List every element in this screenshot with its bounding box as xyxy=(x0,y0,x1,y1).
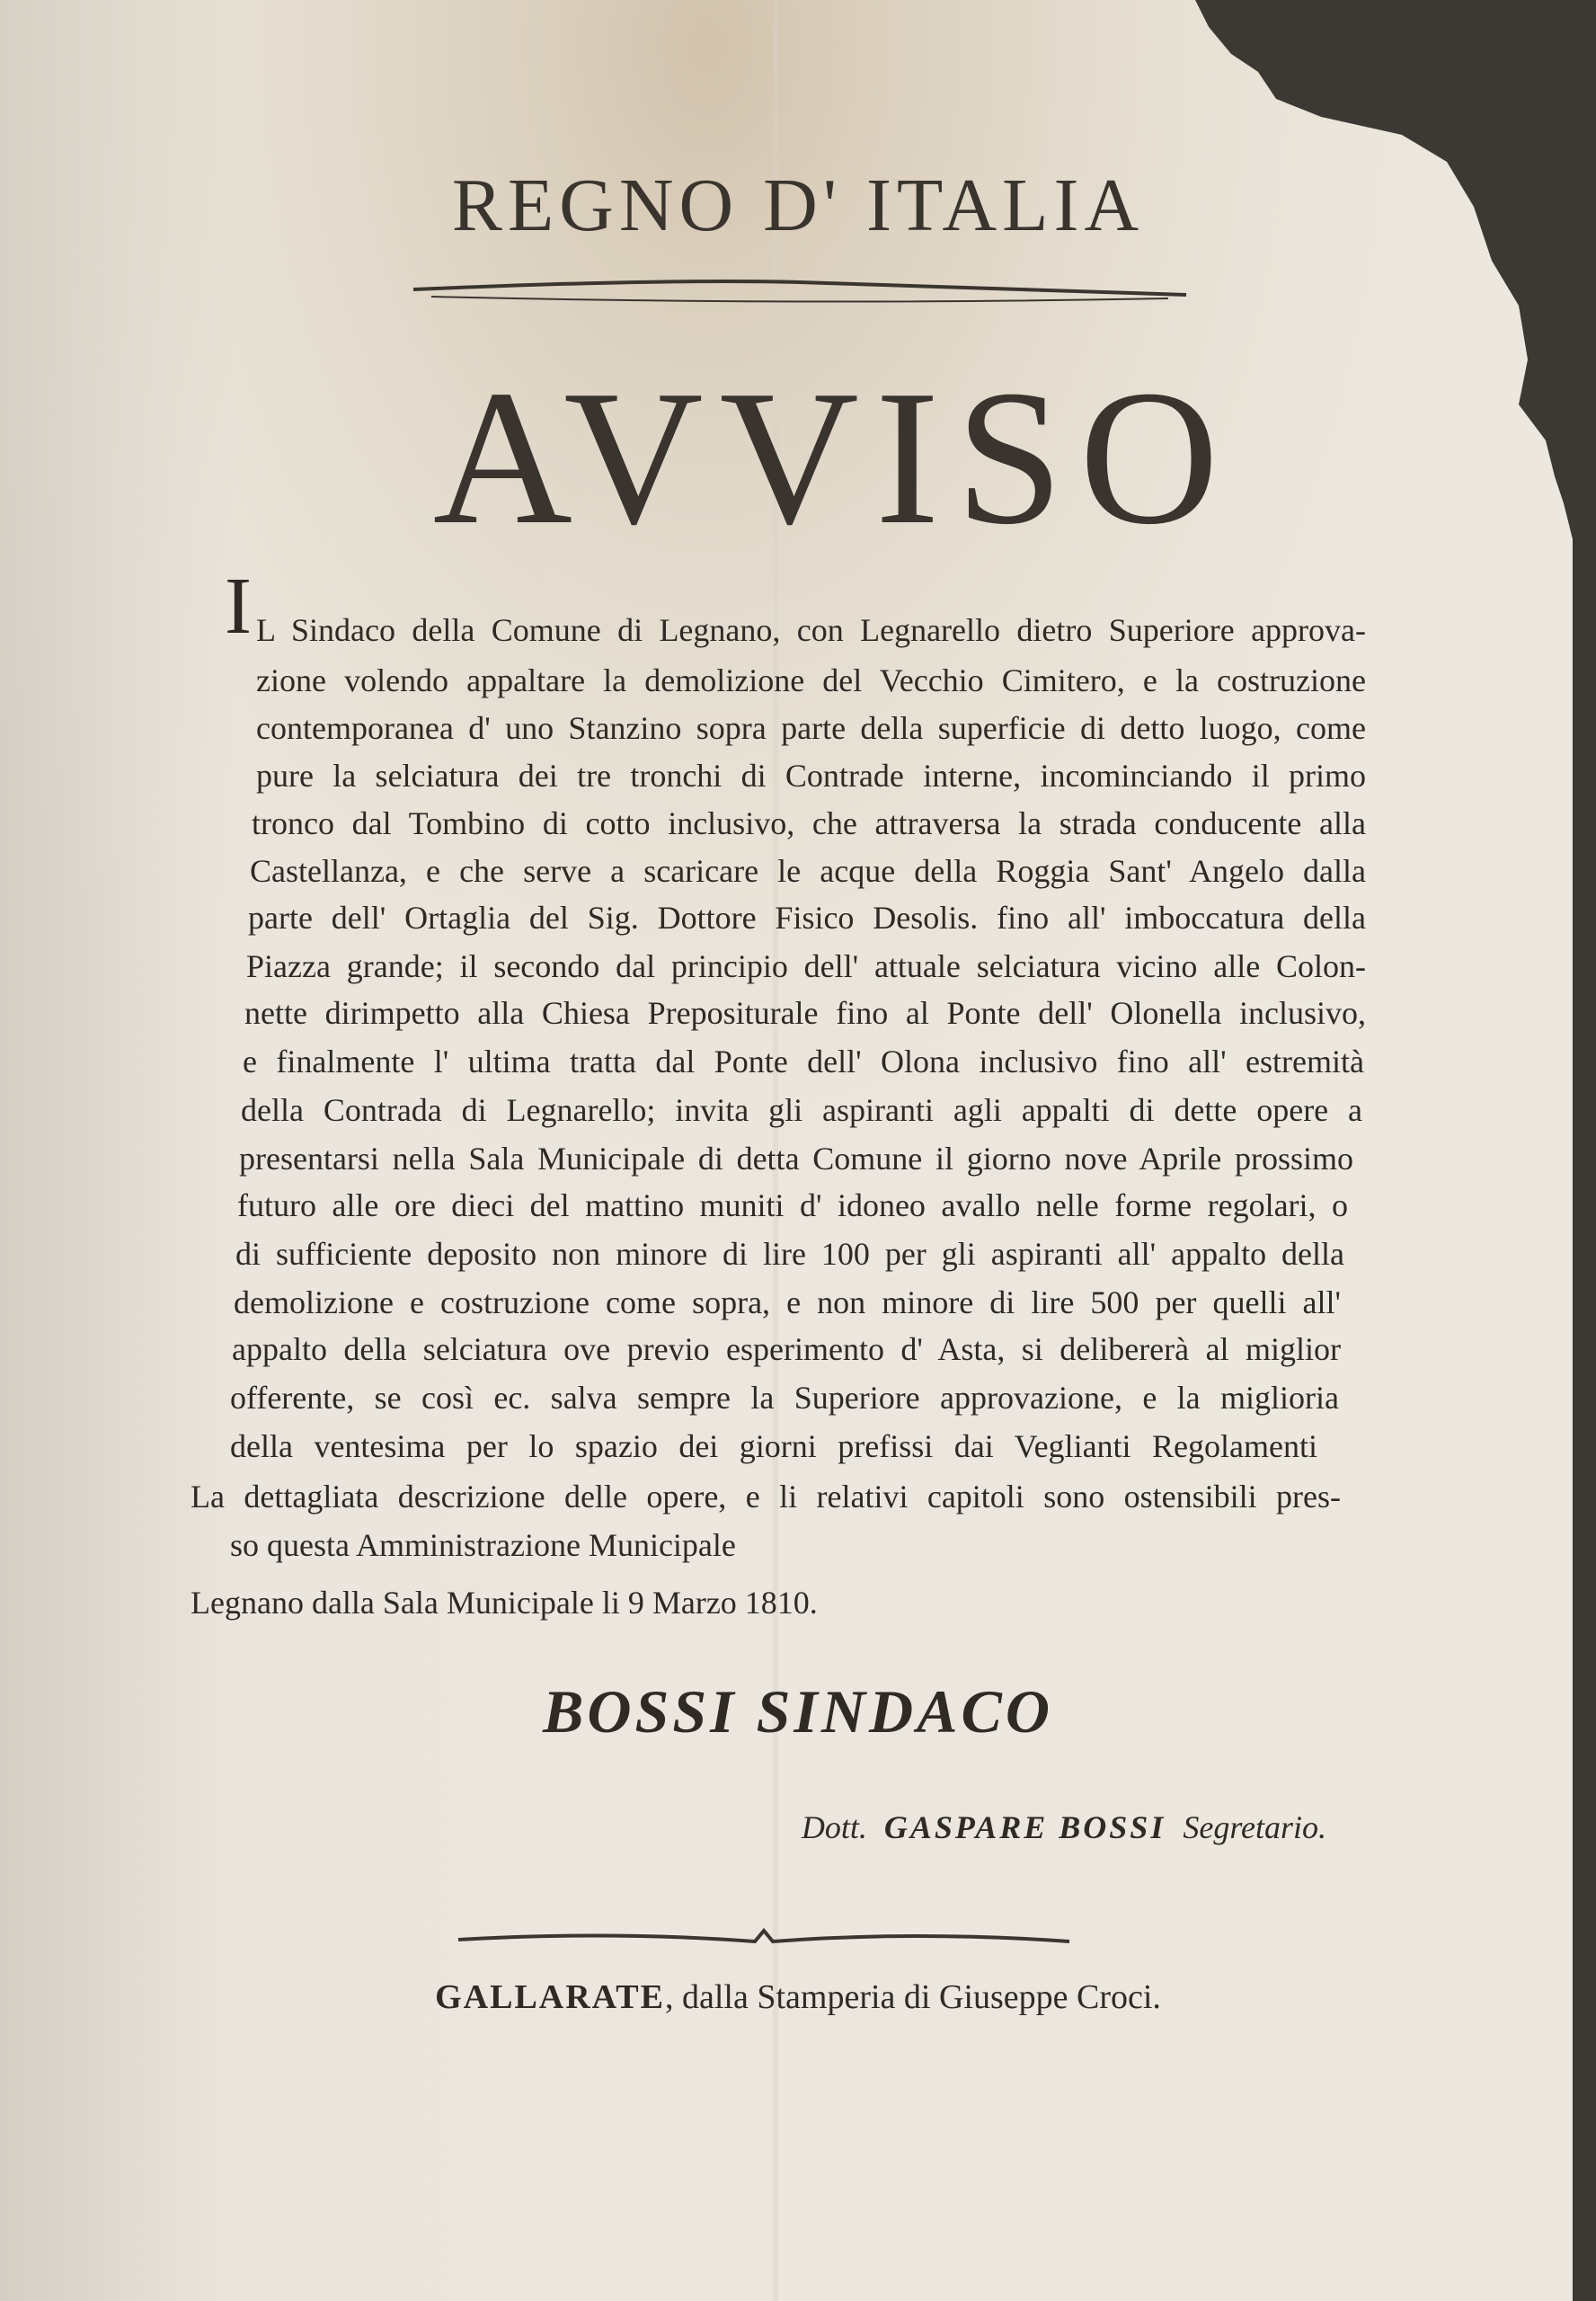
notice-line: futuro alle ore dieci del mattino muniti d' idoneo avallo nelle forme regolari, o xyxy=(237,1187,1348,1223)
notice-line: di sufficiente deposito non minore di lire 100 per gli aspiranti all' appalto della xyxy=(235,1236,1344,1272)
secretary-title: Dott. xyxy=(801,1809,867,1845)
kingdom-heading: REGNO D' ITALIA xyxy=(451,164,1145,247)
notice-line: Piazza grande; il secondo dal principio dell' attuale selciatura vicino alle Colon- xyxy=(246,948,1366,984)
notice-line: pure la selciatura dei tre tronchi di Contrade interne, incominciando il primo xyxy=(256,758,1366,794)
ornamental-rule-bottom xyxy=(458,1923,1069,1959)
notice-title: AVVISO xyxy=(432,350,1236,564)
addendum-line: La dettagliata descrizione delle opere, e li relativi capitoli sono ostensibili pres- xyxy=(191,1479,1341,1515)
notice-line: della ventesima per lo spazio dei giorni prefissi dai Veglianti Regolamenti xyxy=(230,1428,1317,1464)
notice-line: della Contrada di Legnarello; invita gli aspiranti agli appalti di dette opere a xyxy=(241,1092,1362,1128)
notice-line: contemporanea d' uno Stanzino sopra parte della superficie di detto luogo, come xyxy=(256,710,1366,746)
mayor-signature: BOSSI SINDACO xyxy=(543,1677,1053,1746)
notice-line: nette dirimpetto alla Chiesa Prepositurale fino al Ponte dell' Olonella inclusivo, xyxy=(244,995,1366,1031)
notice-line: presentarsi nella Sala Municipale di detta Comune il giorno nove Aprile prossimo xyxy=(239,1141,1353,1177)
notice-line: Castellanza, e che serve a scaricare le acque della Roggia Sant' Angelo dalla xyxy=(250,853,1366,889)
secretary-signature xyxy=(802,1808,1326,1846)
notice-line: L Sindaco della Comune di Legnano, con Legnarello dietro Superiore approva- xyxy=(256,612,1366,648)
addendum-line: so questa Amministrazione Municipale xyxy=(230,1527,736,1563)
secretary-role: Segretario. xyxy=(1183,1809,1326,1845)
notice-line: demolizione e costruzione come sopra, e non minore di lire 500 per quelli all' xyxy=(234,1284,1341,1320)
notice-line: e finalmente l' ultima tratta dal Ponte dell' Olona inclusivo fino all' estremità xyxy=(243,1044,1364,1079)
dateline: Legnano dalla Sala Municipale li 9 Marzo 1810. xyxy=(191,1585,818,1621)
notice-line: parte dell' Ortaglia del Sig. Dottore Fisico Desolis. fino all' imboccatura della xyxy=(248,900,1366,936)
imprint-city: GALLARATE xyxy=(435,1978,665,2016)
ornamental-rule-top xyxy=(395,270,1204,315)
secretary-name: GASPARE BOSSI xyxy=(883,1809,1166,1845)
notice-line: offerente, se così ec. salva sempre la Superiore approvazione, e la miglioria xyxy=(230,1380,1339,1416)
dropcap-letter: I xyxy=(225,562,252,651)
notice-line: tronco dal Tombino di cotto inclusivo, che attraversa la strada conducente alla xyxy=(252,805,1366,841)
notice-line: zione volendo appaltare la demolizione del Vecchio Cimitero, e la costruzione xyxy=(256,662,1366,698)
imprint-text: , dalla Stamperia di Giuseppe Croci. xyxy=(664,1978,1161,2016)
notice-line: appalto della selciatura ove previo esperimento d' Asta, si delibererà al miglior xyxy=(232,1331,1341,1367)
printer-imprint xyxy=(0,1977,1596,2017)
